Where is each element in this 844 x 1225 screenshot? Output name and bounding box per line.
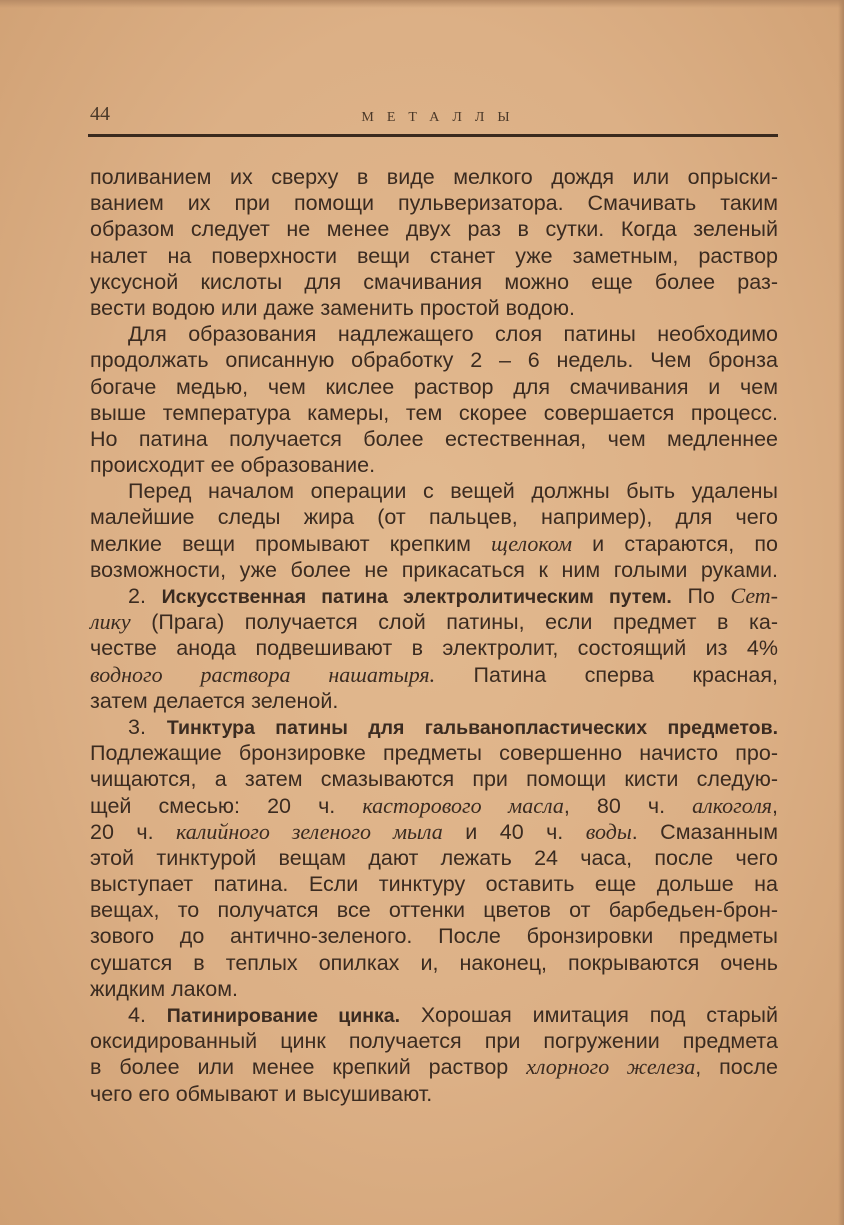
text-run: жидким лаком. xyxy=(90,976,238,1001)
text-line xyxy=(90,583,778,609)
italic-term: касторового масла xyxy=(362,792,564,818)
text-line xyxy=(90,635,778,661)
text-run: щей смесью: 20 ч. xyxy=(90,793,363,818)
italic-term: Сет- xyxy=(730,583,779,608)
text-run: этой тинктурой вещам дают лежать 24 часа, после чего xyxy=(90,845,778,870)
text-line xyxy=(90,871,778,897)
text-line xyxy=(90,531,778,557)
text-line xyxy=(90,950,778,976)
text-run: 2. xyxy=(128,584,162,608)
text-run: происходит ее образование. xyxy=(90,453,376,478)
text-line xyxy=(90,374,778,400)
header-rule xyxy=(88,134,778,137)
text-run: и 40 ч. xyxy=(442,819,586,844)
text-line xyxy=(90,216,778,242)
text-line xyxy=(90,1002,778,1028)
italic-term: лику xyxy=(90,609,131,635)
text-run: продолжать описанную обработку 2 – 6 недель. Чем бронза xyxy=(90,348,778,373)
italic-term: калийного зеленого мыла xyxy=(176,818,443,844)
text-run: ванием их при помощи пульверизатора. Смачивать таким xyxy=(90,191,778,216)
text-run: сушатся в теплых опилках и, наконец, покрываются очень xyxy=(90,950,778,975)
text-line xyxy=(90,766,778,792)
text-line xyxy=(90,923,778,949)
text-run: честве анода подвешивают в электролит, состоящий из 4% xyxy=(90,636,778,661)
italic-term: хлорного железа xyxy=(526,1054,696,1080)
text-run: и стараются, по xyxy=(571,531,778,556)
text-run: Перед началом операции с вещей должны быть удалены xyxy=(128,479,778,504)
text-run: поливанием их сверху в виде мелкого дождя или опрыски- xyxy=(90,165,778,189)
text-line xyxy=(90,243,778,269)
text-run: затем делается зеленой. xyxy=(90,688,339,713)
text-line xyxy=(90,688,778,714)
italic-term: воды xyxy=(585,818,632,844)
text-run: (Прага) получается слой патины, если предмет в ка- xyxy=(130,610,778,635)
text-run: 3. xyxy=(128,714,167,739)
text-line xyxy=(90,347,778,373)
text-line xyxy=(90,164,778,190)
text-run: , 80 ч. xyxy=(563,793,693,818)
page-right-edge xyxy=(838,0,844,1225)
text-run: оксидированный цинк получается при погружении предмета xyxy=(90,1029,778,1054)
text-run: 20 ч. xyxy=(90,819,176,844)
text-run: мелкие вещи промывают крепким xyxy=(90,531,492,556)
text-run: По xyxy=(671,584,731,608)
page-top-edge xyxy=(0,0,844,8)
text-run: возможности, уже более не прикасаться к ним голыми руками. xyxy=(90,557,778,582)
text-run: малейшие следы жира (от пальцев, например), для чего xyxy=(90,505,778,530)
italic-term: водного раствора нашатыря. xyxy=(90,661,436,687)
bold-heading-text: Патинирование цинка. xyxy=(166,1005,401,1027)
text-run: богаче медью, чем кислее раствор для смачивания и чем xyxy=(90,374,778,399)
text-run: в более или менее крепкий раствор xyxy=(90,1055,527,1080)
text-line xyxy=(90,295,778,321)
text-run: выступает патина. Если тинктуру оставить еще дольше на xyxy=(90,872,778,897)
text-line xyxy=(90,269,778,295)
text-run: вещах, то получатся все оттенки цветов от барбедьен-брон- xyxy=(90,898,778,923)
text-line xyxy=(90,976,778,1002)
running-title: МЕТАЛЛЫ xyxy=(361,110,523,125)
text-line xyxy=(90,1028,778,1054)
text-run: Для образования надлежащего слоя патины необходимо xyxy=(128,322,778,347)
text-run: 4. xyxy=(128,1003,167,1027)
text-line xyxy=(90,845,778,871)
text-line xyxy=(90,740,778,766)
text-line xyxy=(90,793,778,819)
italic-term: алкоголя xyxy=(692,792,773,818)
text-run: налет на поверхности вещи станет уже заметным, раствор xyxy=(90,243,778,268)
text-line xyxy=(90,478,778,504)
text-line xyxy=(90,321,778,347)
page-number: 44 xyxy=(90,103,110,125)
text-line xyxy=(90,1054,778,1080)
bold-heading-text: Искусственная патина электролитическим путем. xyxy=(161,586,672,608)
text-run: выше температура камеры, тем скорее совершается процесс. xyxy=(90,400,778,425)
text-run: Но патина получается более естественная, чем медленнее xyxy=(90,426,778,451)
text-run: Хорошая имитация под старый xyxy=(400,1003,779,1027)
text-run: , после xyxy=(695,1055,778,1080)
text-line xyxy=(90,190,778,216)
text-line xyxy=(90,819,778,845)
text-run: Патина сперва красная, xyxy=(435,662,778,687)
bold-heading-text: Тинктура патины для гальванопластических предметов. xyxy=(166,716,778,739)
text-line xyxy=(90,609,778,635)
text-run: образом следует не менее двух раз в сутки. Когда зеленый xyxy=(90,217,778,242)
text-run: чищаются, а затем смазываются при помощи кисти следую- xyxy=(90,767,778,792)
body-text xyxy=(90,164,778,1107)
text-line xyxy=(90,400,778,426)
text-run: , xyxy=(772,793,779,818)
text-line xyxy=(90,714,778,740)
text-line xyxy=(90,557,778,583)
text-line xyxy=(90,1081,778,1107)
text-run: вести водою или даже заменить простой водою. xyxy=(90,295,575,320)
italic-term: щелоком xyxy=(491,530,572,556)
text-run: чего его обмывают и высушивают. xyxy=(90,1081,433,1106)
text-run: уксусной кислоты для смачивания можно еще более раз- xyxy=(90,269,778,294)
text-run: . Смазанным xyxy=(631,819,778,844)
text-line xyxy=(90,504,778,530)
text-line xyxy=(90,897,778,923)
text-line xyxy=(90,452,778,478)
text-line xyxy=(90,426,778,452)
text-run: зового до антично-зеленого. После бронзировки предметы xyxy=(90,924,778,949)
text-line xyxy=(90,662,778,688)
text-run: Подлежащие бронзировке предметы совершенно начисто про- xyxy=(90,741,778,766)
